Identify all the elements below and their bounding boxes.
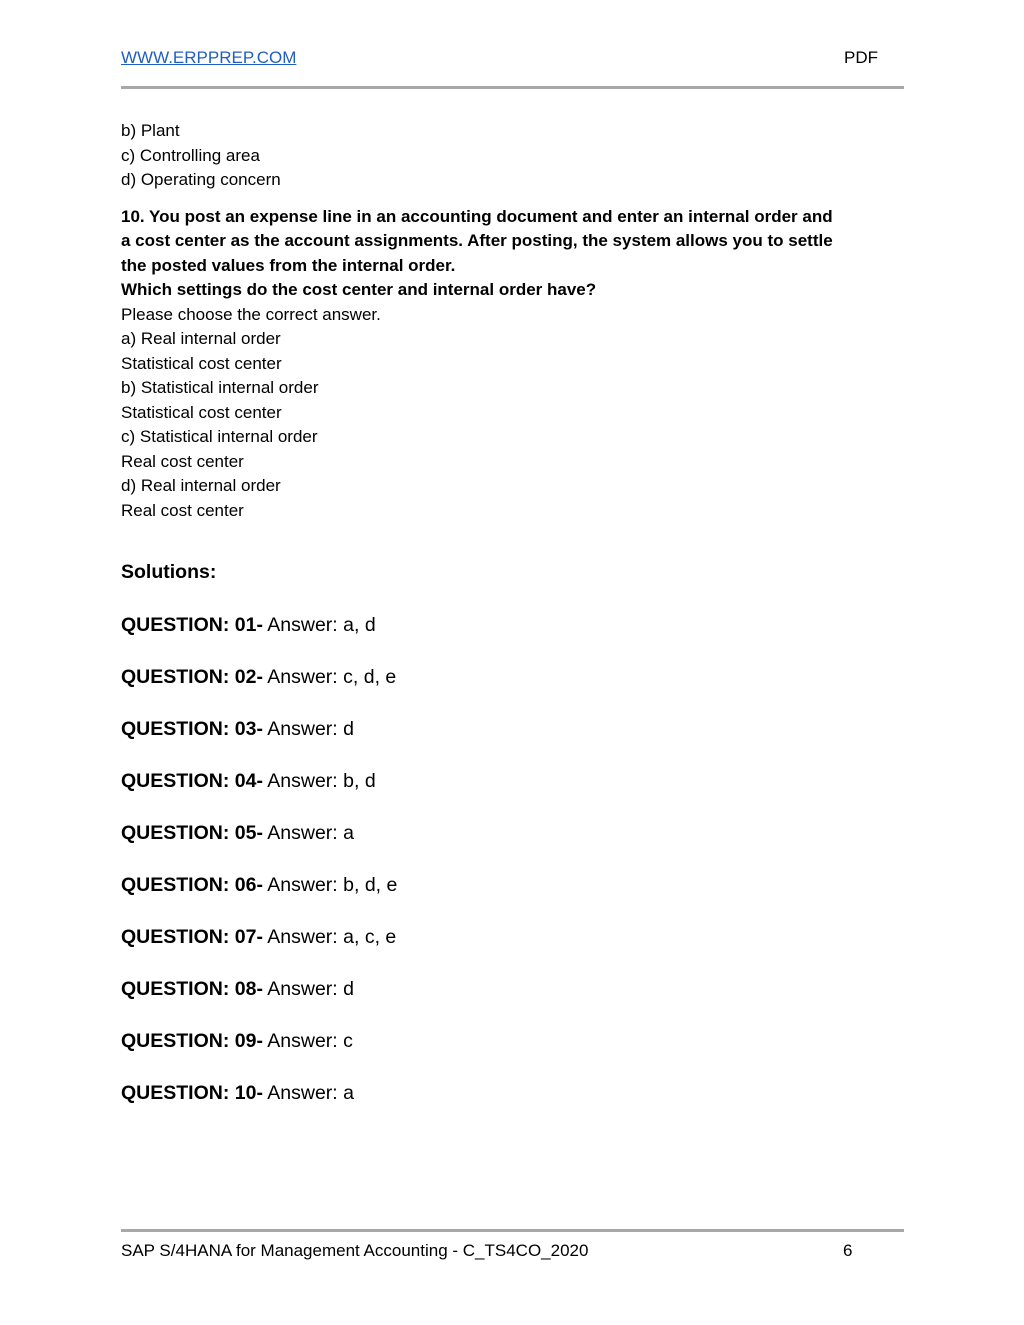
question-stem-line: a cost center as the account assignments. After posting, the system allows you to settle	[121, 231, 833, 250]
answer-row	[121, 820, 397, 872]
question-label: QUESTION: 03-	[121, 718, 263, 740]
page-number: 6	[843, 1241, 853, 1260]
answer-row	[121, 1080, 397, 1132]
answer-text: Answer: c, d, e	[262, 666, 397, 688]
question-label: QUESTION: 01-	[121, 614, 263, 636]
option-line: Real cost center	[121, 500, 244, 520]
question-label: QUESTION: 02-	[121, 666, 263, 688]
page-body	[121, 119, 904, 523]
option-line: Statistical cost center	[121, 402, 282, 422]
question-label: QUESTION: 06-	[121, 874, 263, 896]
question-stem-line: the posted values from the internal order.	[121, 255, 456, 275]
option-line: Real cost center	[121, 451, 244, 471]
option-line: Statistical cost center	[121, 353, 282, 373]
header-site-link[interactable]: WWW.ERPPREP.COM	[121, 48, 297, 67]
answer-text: Answer: d	[262, 978, 354, 1000]
answer-text: Answer: b, d, e	[262, 874, 398, 896]
answer-text: Answer: b, d	[262, 770, 376, 792]
question-label: QUESTION: 05-	[121, 822, 263, 844]
question-instruction: Please choose the correct answer.	[121, 304, 381, 324]
option-line: d) Real internal order	[121, 476, 281, 495]
question-label: QUESTION: 10-	[121, 1082, 263, 1104]
footer-title: SAP S/4HANA for Management Accounting - C_TS4CO_2020	[121, 1241, 589, 1260]
answer-text: Answer: a	[262, 822, 354, 844]
footer-divider	[121, 1229, 904, 1232]
answer-row	[121, 612, 397, 664]
answer-row	[121, 924, 397, 976]
header-divider	[121, 86, 904, 89]
answer-text: Answer: c	[262, 1030, 353, 1052]
question-label: QUESTION: 04-	[121, 770, 263, 792]
option-line: b) Plant	[121, 121, 180, 140]
solutions-heading: Solutions:	[121, 561, 217, 583]
question-10-stem	[121, 205, 904, 303]
option-line: c) Statistical internal order	[121, 427, 318, 446]
option-line: d) Operating concern	[121, 170, 281, 189]
option-line: c) Controlling area	[121, 145, 260, 165]
answer-row	[121, 716, 397, 768]
question-label: QUESTION: 09-	[121, 1030, 263, 1052]
answer-row	[121, 664, 397, 716]
answer-row	[121, 768, 397, 820]
option-line: b) Statistical internal order	[121, 378, 319, 397]
answer-text: Answer: a, d	[262, 614, 376, 636]
question-label: QUESTION: 07-	[121, 926, 263, 948]
answer-list	[121, 612, 397, 1132]
answer-text: Answer: a	[262, 1082, 354, 1104]
question-label: QUESTION: 08-	[121, 978, 263, 1000]
answer-text: Answer: d	[262, 718, 354, 740]
question-10-options	[121, 327, 904, 523]
answer-row	[121, 1028, 397, 1080]
header-pdf-label: PDF	[844, 48, 878, 67]
previous-question-options	[121, 119, 904, 193]
question-stem-line: 10. You post an expense line in an accounting document and enter an internal order and	[121, 206, 833, 226]
option-line: a) Real internal order	[121, 329, 281, 348]
answer-row	[121, 976, 397, 1028]
answer-text: Answer: a, c, e	[262, 926, 397, 948]
answer-row	[121, 872, 397, 924]
question-stem-line: Which settings do the cost center and internal order have?	[121, 280, 597, 299]
